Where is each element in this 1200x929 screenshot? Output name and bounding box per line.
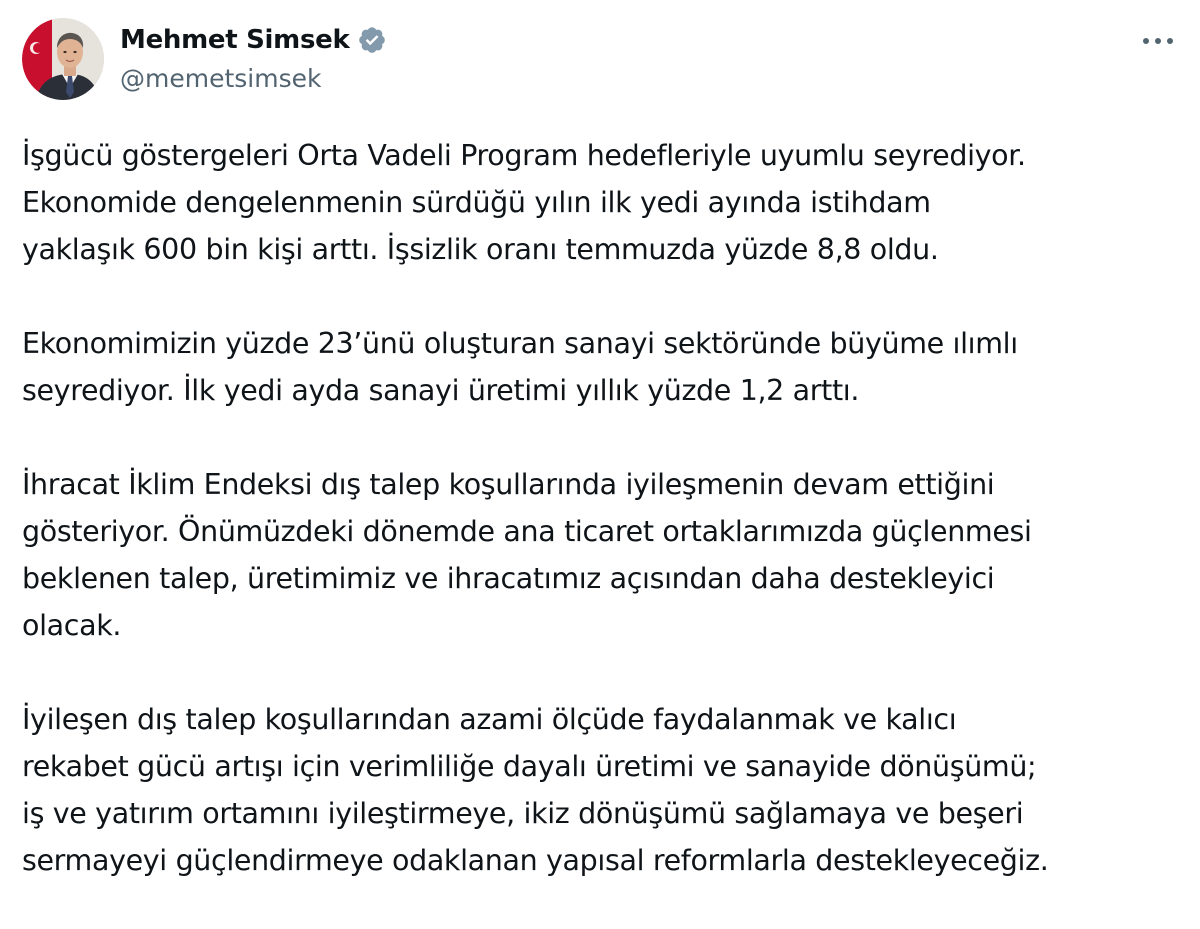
tweet-paragraph: İşgücü göstergeleri Orta Vadeli Program hedefleriyle uyumlu seyrediyor. Ekonomide dengelenmenin sürdüğü yılın ilk yedi ayında istihdam yaklaşık 600 bin kişi arttı. İşsizlik oranı temmuzda yüzde 8,8 oldu. — [22, 139, 1026, 266]
verified-badge-icon[interactable] — [357, 25, 387, 55]
author-display-name[interactable]: Mehmet Simsek — [120, 25, 350, 55]
tweet-paragraph: Ekonomimizin yüzde 23’ünü oluşturan sanayi sektöründe büyüme ılımlı seyrediyor. İlk yedi ayda sanayi üretimi yıllık yüzde 1,2 arttı. — [22, 327, 1018, 407]
avatar[interactable] — [22, 18, 104, 100]
avatar-photo — [22, 18, 104, 100]
author-name-row — [120, 20, 387, 60]
tweet-text — [22, 132, 1182, 884]
more-horizontal-icon — [1141, 36, 1175, 46]
tweet-paragraph: İyileşen dış talep koşullarından azami ölçüde faydalanmak ve kalıcı rekabet gücü artışı için verimliliğe dayalı üretimi ve sanayide dönüşümü; iş ve yatırım ortamını iyileştirmeye, ikiz dönüşümü sağlamaya ve beşeri sermayeyi güçlendirmeye odaklanan yapısal reformlarla destekleyeceğiz. — [22, 703, 1049, 877]
more-options-button[interactable] — [1138, 26, 1178, 56]
tweet-paragraph: İhracat İklim Endeksi dış talep koşullarında iyileşmenin devam ettiğini gösteriyor. Önümüzdeki dönemde ana ticaret ortaklarımızda güçlenmesi beklenen talep, üretimimiz ve ihracatımız açısından daha destekleyici olacak. — [22, 468, 1032, 642]
author-handle[interactable]: @memetsimsek — [120, 64, 322, 93]
author-block — [120, 20, 387, 93]
tweet-header — [22, 16, 1178, 106]
